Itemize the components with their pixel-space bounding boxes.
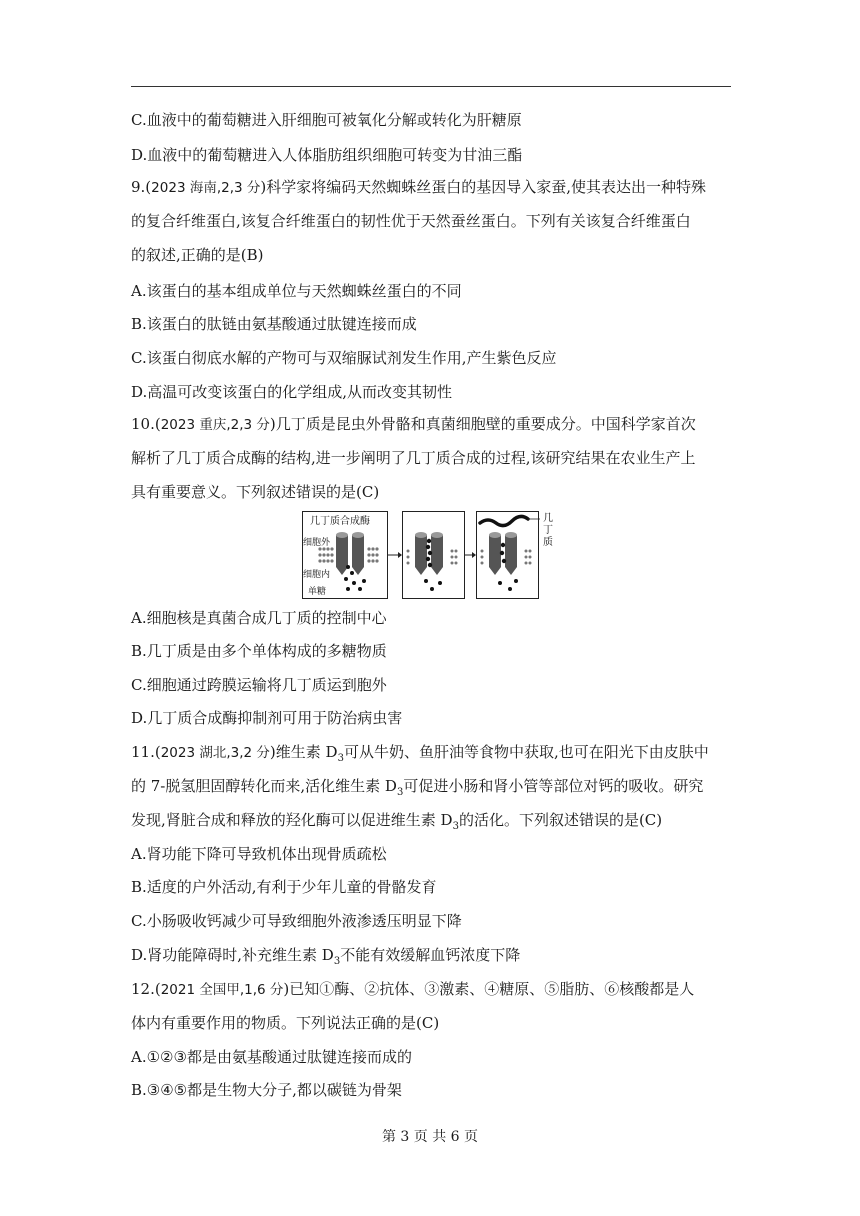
text-line: B.几丁质是由多个单体构成的多糖物质 bbox=[131, 642, 387, 660]
arrow-icon bbox=[388, 552, 402, 558]
label-sugar: 单糖 bbox=[308, 587, 327, 597]
text-line: C.血液中的葡萄糖进入肝细胞可被氧化分解或转化为肝糖原 bbox=[131, 111, 522, 129]
text-line: B.适度的户外活动,有利于少年儿童的骨骼发育 bbox=[131, 878, 437, 896]
text-line: A.细胞核是真菌合成几丁质的控制中心 bbox=[131, 609, 387, 627]
text-line: 9.(2023 海南,2,3 分)科学家将编码天然蜘蛛丝蛋白的基因导入家蚕,使其表达出一种特殊 bbox=[131, 178, 706, 196]
text-line: B.③④⑤都是生物大分子,都以碳链为骨架 bbox=[131, 1081, 402, 1099]
question-source: 2023 重庆,2,3 分 bbox=[160, 417, 270, 433]
text-line: 10.(2023 重庆,2,3 分)几丁质是昆虫外骨骼和真菌细胞壁的重要成分。中国科学家首次 bbox=[131, 415, 696, 433]
text-line: 12.(2021 全国甲,1,6 分)已知①酶、②抗体、③激素、④糖原、⑤脂肪、⑥核酸都是人 bbox=[131, 980, 695, 998]
label-chitin: 几丁质 bbox=[543, 513, 553, 548]
figure-panel-2 bbox=[403, 512, 465, 599]
text-line: C.细胞通过跨膜运输将几丁质运到胞外 bbox=[131, 676, 387, 694]
text-line: D.血液中的葡萄糖进入人体脂肪组织细胞可转变为甘油三酯 bbox=[131, 146, 523, 164]
text-line: A.该蛋白的基本组成单位与天然蜘蛛丝蛋白的不同 bbox=[131, 282, 462, 300]
text-line: 的叙述,正确的是(B) bbox=[131, 246, 264, 264]
text-line: A.①②③都是由氨基酸通过肽键连接而成的 bbox=[131, 1048, 412, 1066]
label-outside: 细胞外 bbox=[303, 538, 331, 548]
text-line: D.几丁质合成酶抑制剂可用于防治病虫害 bbox=[131, 709, 403, 727]
question-source: 2023 湖北,3,2 分 bbox=[160, 745, 270, 761]
text-line: 具有重要意义。下列叙述错误的是(C) bbox=[131, 483, 380, 501]
text-line: D.肾功能障碍时,补充维生素 $D_3$不能有效缓解血钙浓度下降 bbox=[131, 946, 521, 967]
figure-panel-1 bbox=[303, 512, 388, 599]
figure-panel-3 bbox=[477, 512, 541, 599]
header-rule bbox=[131, 86, 731, 87]
text-line: 的复合纤维蛋白,该复合纤维蛋白的韧性优于天然蚕丝蛋白。下列有关该复合纤维蛋白 bbox=[131, 212, 691, 230]
text-line: 11.(2023 湖北,3,2 分)维生素 $D_3$可从牛奶、鱼肝油等食物中获取,也可在阳光下由皮肤中 bbox=[131, 743, 709, 764]
label-enzyme: 几丁质合成酶 bbox=[310, 516, 370, 527]
text-line: B.该蛋白的肽链由氨基酸通过肽键连接而成 bbox=[131, 315, 417, 333]
text-line: 解析了几丁质合成酶的结构,进一步阐明了几丁质合成的过程,该研究结果在农业生产上 bbox=[131, 449, 696, 467]
page-footer: 第 3 页 共 6 页 bbox=[381, 1129, 479, 1145]
text-line: C.小肠吸收钙减少可导致细胞外液渗透压明显下降 bbox=[131, 912, 462, 930]
text-line: A.肾功能下降可导致机体出现骨质疏松 bbox=[131, 845, 387, 863]
arrow-icon bbox=[465, 552, 476, 558]
label-inside: 细胞内 bbox=[303, 570, 331, 580]
chitin-synthesis-figure bbox=[302, 511, 564, 599]
text-line: 体内有重要作用的物质。下列说法正确的是(C) bbox=[131, 1014, 440, 1032]
text-line: 发现,肾脏合成和释放的羟化酶可以促进维生素 $D_3$的活化。下列叙述错误的是(C) bbox=[131, 811, 663, 832]
text-line: D.高温可改变该蛋白的化学组成,从而改变其韧性 bbox=[131, 383, 453, 401]
text-line: 的 7-脱氢胆固醇转化而来,活化维生素 $D_3$可促进小肠和肾小管等部位对钙的吸收。研究 bbox=[131, 777, 704, 798]
text-line: C.该蛋白彻底水解的产物可与双缩脲试剂发生作用,产生紫色反应 bbox=[131, 349, 557, 367]
question-source: 2023 海南,2,3 分 bbox=[151, 180, 261, 196]
question-source: 2021 全国甲,1,6 分 bbox=[160, 982, 284, 998]
